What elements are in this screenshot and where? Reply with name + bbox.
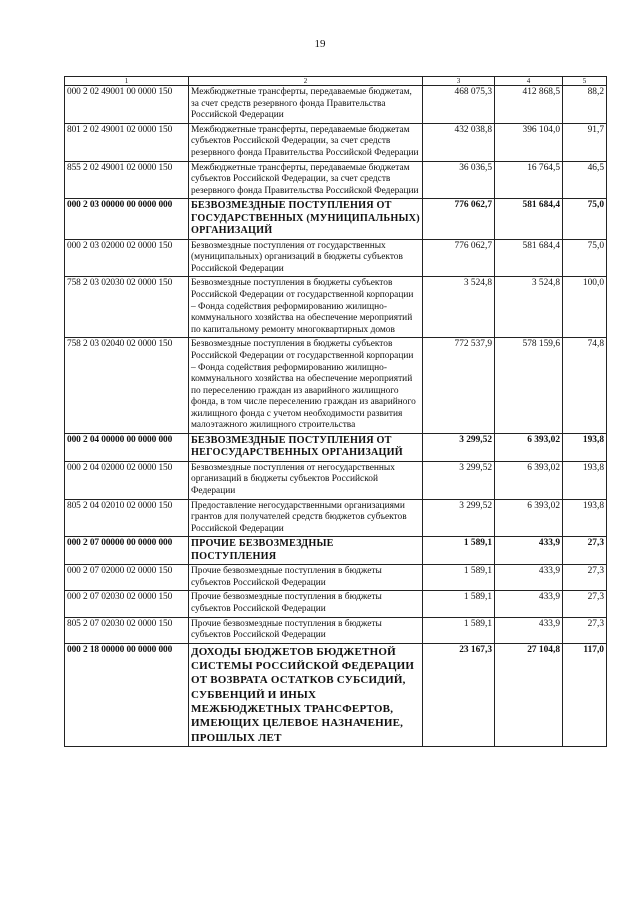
- item-name-cell: Безвозмездные поступления в бюджеты субъектов Российской Федерации от государственной корпорации – Фонда содействия реформированию жилищно-коммунального хозяйства на обеспечение мероприятий по переселению граждан из аварийного жилищного фонда, в том числе переселению граждан из аварийного жилищного фонда с учетом необходимости развития малоэтажного жилищного строительства: [189, 338, 423, 434]
- actual-amount-cell: 581 684,4: [495, 199, 563, 239]
- actual-amount-cell: 6 393,02: [495, 499, 563, 537]
- planned-amount-cell: 23 167,3: [423, 643, 495, 746]
- percent-cell: 91,7: [563, 123, 607, 161]
- table-row: [65, 338, 607, 434]
- item-name-cell: БЕЗВОЗМЕЗДНЫЕ ПОСТУПЛЕНИЯ ОТ НЕГОСУДАРСТВЕННЫХ ОРГАНИЗАЦИЙ: [189, 434, 423, 462]
- item-name-cell: Межбюджетные трансферты, передаваемые бюджетам субъектов Российской Федерации, за счет средств резервного фонда Правительства Российской Федерации: [189, 161, 423, 199]
- percent-cell: 27,3: [563, 565, 607, 591]
- column-number: 3: [423, 77, 495, 86]
- table-row: [65, 434, 607, 462]
- budget-code-cell: 000 2 04 00000 00 0000 000: [65, 434, 189, 462]
- budget-code-cell: 758 2 03 02040 02 0000 150: [65, 338, 189, 434]
- percent-cell: 46,5: [563, 161, 607, 199]
- percent-cell: 117,0: [563, 643, 607, 746]
- item-name-cell: Прочие безвозмездные поступления в бюджеты субъектов Российской Федерации: [189, 565, 423, 591]
- percent-cell: 193,8: [563, 499, 607, 537]
- percent-cell: 100,0: [563, 277, 607, 338]
- budget-code-cell: 000 2 03 02000 02 0000 150: [65, 239, 189, 277]
- planned-amount-cell: 432 038,8: [423, 123, 495, 161]
- actual-amount-cell: 16 764,5: [495, 161, 563, 199]
- actual-amount-cell: 433,9: [495, 565, 563, 591]
- percent-cell: 27,3: [563, 537, 607, 565]
- column-number: 4: [495, 77, 563, 86]
- budget-code-cell: 000 2 02 49001 00 0000 150: [65, 86, 189, 124]
- planned-amount-cell: 1 589,1: [423, 537, 495, 565]
- table-row: [65, 617, 607, 643]
- actual-amount-cell: 433,9: [495, 617, 563, 643]
- actual-amount-cell: 578 159,6: [495, 338, 563, 434]
- table-row: [65, 86, 607, 124]
- table-row: [65, 565, 607, 591]
- budget-code-cell: 000 2 04 02000 02 0000 150: [65, 461, 189, 499]
- planned-amount-cell: 3 299,52: [423, 434, 495, 462]
- page-number: 19: [314, 38, 326, 50]
- actual-amount-cell: 433,9: [495, 591, 563, 617]
- budget-code-cell: 801 2 02 49001 02 0000 150: [65, 123, 189, 161]
- item-name-cell: Безвозмездные поступления от негосударственных организаций в бюджеты субъектов Российской Федерации: [189, 461, 423, 499]
- percent-cell: 74,8: [563, 338, 607, 434]
- percent-cell: 88,2: [563, 86, 607, 124]
- budget-code-cell: 000 2 07 00000 00 0000 000: [65, 537, 189, 565]
- table-body: [65, 77, 607, 747]
- table-row: [65, 199, 607, 239]
- revenue-table: [64, 76, 607, 747]
- actual-amount-cell: 3 524,8: [495, 277, 563, 338]
- actual-amount-cell: 396 104,0: [495, 123, 563, 161]
- budget-code-cell: 000 2 18 00000 00 0000 000: [65, 643, 189, 746]
- planned-amount-cell: 3 524,8: [423, 277, 495, 338]
- percent-cell: 27,3: [563, 617, 607, 643]
- actual-amount-cell: 433,9: [495, 537, 563, 565]
- table-row: [65, 123, 607, 161]
- planned-amount-cell: 1 589,1: [423, 565, 495, 591]
- table-row: [65, 277, 607, 338]
- percent-cell: 75,0: [563, 199, 607, 239]
- planned-amount-cell: 776 062,7: [423, 239, 495, 277]
- column-number: 2: [189, 77, 423, 86]
- actual-amount-cell: 581 684,4: [495, 239, 563, 277]
- planned-amount-cell: 36 036,5: [423, 161, 495, 199]
- item-name-cell: Межбюджетные трансферты, передаваемые бюджетам субъектов Российской Федерации, за счет средств резервного фонда Правительства Российской Федерации: [189, 123, 423, 161]
- percent-cell: 75,0: [563, 239, 607, 277]
- actual-amount-cell: 27 104,8: [495, 643, 563, 746]
- item-name-cell: БЕЗВОЗМЕЗДНЫЕ ПОСТУПЛЕНИЯ ОТ ГОСУДАРСТВЕННЫХ (МУНИЦИПАЛЬНЫХ) ОРГАНИЗАЦИЙ: [189, 199, 423, 239]
- column-number-row: [65, 77, 607, 86]
- column-number: 5: [563, 77, 607, 86]
- item-name-cell: Прочие безвозмездные поступления в бюджеты субъектов Российской Федерации: [189, 617, 423, 643]
- percent-cell: 193,8: [563, 461, 607, 499]
- planned-amount-cell: 468 075,3: [423, 86, 495, 124]
- item-name-cell: Предоставление негосударственными организациями грантов для получателей средств бюджетов субъектов Российской Федерации: [189, 499, 423, 537]
- budget-code-cell: 758 2 03 02030 02 0000 150: [65, 277, 189, 338]
- item-name-cell: Безвозмездные поступления в бюджеты субъектов Российской Федерации от государственной корпорации – Фонда содействия реформированию жилищно-коммунального хозяйства на обеспечение мероприятий по капитальному ремонту многоквартирных домов: [189, 277, 423, 338]
- budget-code-cell: 805 2 04 02010 02 0000 150: [65, 499, 189, 537]
- budget-code-cell: 000 2 03 00000 00 0000 000: [65, 199, 189, 239]
- item-name-cell: Межбюджетные трансферты, передаваемые бюджетам, за счет средств резервного фонда Правительства Российской Федерации: [189, 86, 423, 124]
- table-row: [65, 537, 607, 565]
- planned-amount-cell: 3 299,52: [423, 461, 495, 499]
- planned-amount-cell: 776 062,7: [423, 199, 495, 239]
- planned-amount-cell: 772 537,9: [423, 338, 495, 434]
- table-row: [65, 591, 607, 617]
- actual-amount-cell: 6 393,02: [495, 434, 563, 462]
- item-name-cell: ДОХОДЫ БЮДЖЕТОВ БЮДЖЕТНОЙ СИСТЕМЫ РОССИЙСКОЙ ФЕДЕРАЦИИ ОТ ВОЗВРАТА ОСТАТКОВ СУБСИДИЙ, СУБВЕНЦИЙ И ИНЫХ МЕЖБЮДЖЕТНЫХ ТРАНСФЕРТОВ, ИМЕЮЩИХ ЦЕЛЕВОЕ НАЗНАЧЕНИЕ, ПРОШЛЫХ ЛЕТ: [189, 643, 423, 746]
- actual-amount-cell: 6 393,02: [495, 461, 563, 499]
- planned-amount-cell: 1 589,1: [423, 617, 495, 643]
- column-number: 1: [65, 77, 189, 86]
- table-row: [65, 461, 607, 499]
- item-name-cell: Прочие безвозмездные поступления в бюджеты субъектов Российской Федерации: [189, 591, 423, 617]
- budget-code-cell: 000 2 07 02030 02 0000 150: [65, 591, 189, 617]
- table-row: [65, 161, 607, 199]
- table-row: [65, 643, 607, 746]
- planned-amount-cell: 1 589,1: [423, 591, 495, 617]
- percent-cell: 193,8: [563, 434, 607, 462]
- planned-amount-cell: 3 299,52: [423, 499, 495, 537]
- item-name-cell: ПРОЧИЕ БЕЗВОЗМЕЗДНЫЕ ПОСТУПЛЕНИЯ: [189, 537, 423, 565]
- table-row: [65, 499, 607, 537]
- budget-code-cell: 855 2 02 49001 02 0000 150: [65, 161, 189, 199]
- percent-cell: 27,3: [563, 591, 607, 617]
- actual-amount-cell: 412 868,5: [495, 86, 563, 124]
- item-name-cell: Безвозмездные поступления от государственных (муниципальных) организаций в бюджеты субъектов Российской Федерации: [189, 239, 423, 277]
- budget-code-cell: 000 2 07 02000 02 0000 150: [65, 565, 189, 591]
- budget-code-cell: 805 2 07 02030 02 0000 150: [65, 617, 189, 643]
- table-row: [65, 239, 607, 277]
